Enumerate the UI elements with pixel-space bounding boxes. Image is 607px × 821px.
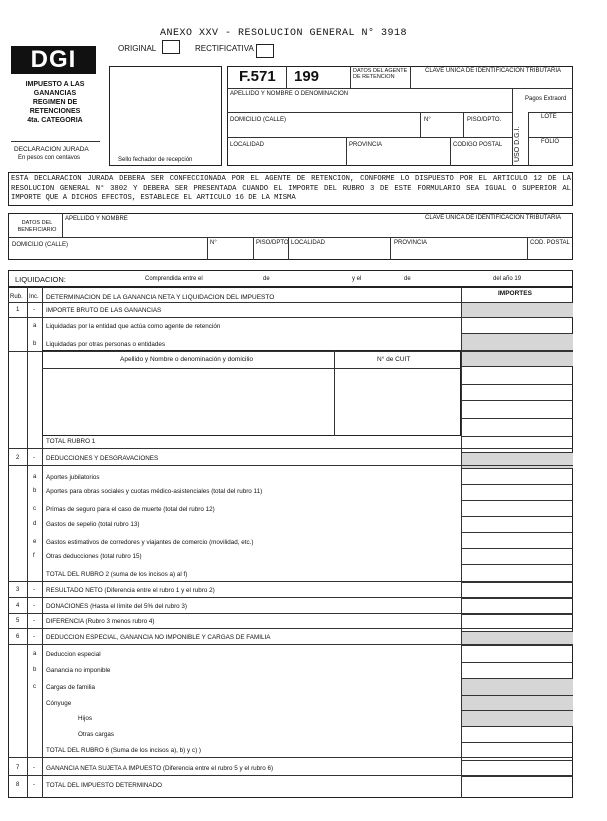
row-inc: - (33, 765, 35, 771)
agent-box (227, 66, 573, 166)
liquidacion-anio: del año 19 (493, 276, 522, 282)
table-row-label: RESULTADO NETO (Diferencia entre el rubro 1 y el rubro 2) (46, 587, 215, 594)
rectificativa-checkbox[interactable] (256, 44, 274, 58)
agent-domicilio-label: DOMICILIO (CALLE) (230, 117, 287, 123)
row-inc: c (33, 684, 36, 690)
form-code: F.571 (239, 68, 276, 85)
row-rub: 7 (16, 765, 20, 771)
importe-cell-line (461, 333, 573, 334)
agent-piso-label: PISO/DPTO. (467, 117, 502, 123)
row-inc: - (33, 634, 35, 640)
declaracion-label: DECLARACION JURADA (14, 146, 89, 153)
row-inc: - (33, 307, 35, 313)
importe-cell-line (461, 695, 573, 696)
sello-label: Sello fechador de recepción (118, 157, 193, 163)
row-divider (8, 465, 573, 466)
sub-apellido-header: Apellido y Nombre o denominación y domicilio (120, 356, 253, 363)
lote-label: LOTE (541, 114, 557, 120)
annex-title: ANEXO XXV - RESOLUCION GENERAL N° 3918 (160, 28, 408, 39)
importe-cell-line (461, 384, 573, 385)
row-inc: - (33, 587, 35, 593)
importe-cell-line (461, 500, 573, 501)
row-inc: - (33, 782, 35, 788)
table-row-label: Liquidadas por otras personas o entidades (46, 341, 166, 348)
row-inc: a (33, 323, 37, 329)
pesos-label: En pesos con centavos (18, 155, 81, 161)
importe-cell-line (461, 776, 573, 777)
table-row-label: Aportes para obras sociales y cuotas médico-asistenciales (total del rubro 11) (46, 488, 263, 495)
beneficiario-cuit-label: CLAVE UNICA DE IDENTIFICACION TRIBUTARIA (425, 215, 562, 221)
liquidacion-comprendida: Comprendida entre el (145, 276, 203, 282)
importe-cell-line (461, 726, 573, 727)
col-rub-header: Rub. (10, 294, 23, 300)
table-row-label: Otras cargas (78, 731, 115, 738)
beneficiario-apellido-label: APELLIDO Y NOMBRE (65, 216, 128, 222)
importe-cell-line (461, 516, 573, 517)
table-row-label: TOTAL DEL RUBRO 2 (suma de los incisos a) al f) (46, 571, 188, 578)
importe-cell-line (461, 678, 573, 679)
importe-cell-line (461, 760, 573, 761)
row-inc: - (33, 603, 35, 609)
table-row-label: Gastos de sepelio (total rubro 13) (46, 521, 140, 528)
importe-cell-line (461, 631, 573, 632)
importe-cell-line (461, 662, 573, 663)
importe-cell-line (461, 452, 573, 453)
importe-cell-line (461, 742, 573, 743)
beneficiario-localidad-label: LOCALIDAD (291, 240, 326, 246)
agent-cuit-label: CLAVE UNICA DE IDENTIFICACION TRIBUTARIA (425, 68, 562, 74)
row-rub: 6 (16, 634, 20, 640)
col-importes-header: IMPORTES (498, 290, 532, 297)
liquidacion-label: LIQUIDACION: (15, 275, 66, 284)
beneficiario-piso-label: PISO/DPTO (256, 240, 289, 246)
importe-cell-line (461, 350, 573, 351)
table-row-label: TOTAL DEL IMPUESTO DETERMINADO (46, 782, 163, 789)
importe-cell-line (461, 436, 573, 437)
row-inc: b (33, 488, 37, 494)
agent-localidad-label: LOCALIDAD (230, 142, 265, 148)
table-row-label: TOTAL RUBRO 1 (46, 438, 96, 445)
row-inc: a (33, 474, 37, 480)
table-row-label: TOTAL DEL RUBRO 6 (Suma de los incisos a), b) y c) ) (46, 747, 202, 754)
row-inc: c (33, 506, 36, 512)
row-rub: 1 (16, 307, 20, 313)
row-rub: 4 (16, 603, 20, 609)
liquidacion-y-el: y el (352, 276, 362, 282)
importe-cell-line (461, 614, 573, 615)
importe-cell-line (461, 484, 573, 485)
row-inc: a (33, 651, 37, 657)
importe-cell-line (461, 400, 573, 401)
row-inc: b (33, 341, 37, 347)
row-inc: d (33, 521, 37, 527)
beneficiario-datos-label: DATOS DEL BENEFICIARIO (17, 220, 57, 233)
liquidacion-de1: de (263, 276, 270, 282)
agent-cp-label: CODIGO POSTAL (453, 142, 503, 148)
row-rub: 5 (16, 618, 20, 624)
table-row-label: DIFERENCIA (Rubro 3 menos rubro 4) (46, 618, 155, 625)
table-row-label: Otras deducciones (total rubro 15) (46, 553, 142, 560)
beneficiario-numero-label: N° (210, 240, 217, 246)
col-title-header: DETERMINACION DE LA GANANCIA NETA Y LIQUIDACION DEL IMPUESTO (46, 294, 275, 301)
table-row-label: Liquidadas por la entidad que actúa como agente de retención (46, 323, 221, 330)
agent-numero-label: N° (424, 117, 431, 123)
beneficiario-domicilio-label: DOMICILIO (CALLE) (12, 242, 69, 248)
importe-cell-line (461, 582, 573, 583)
importe-cell-line (461, 598, 573, 599)
table-row-label: Cónyuge (46, 700, 72, 707)
importe-cell-line (461, 645, 573, 646)
row-rub: 3 (16, 587, 20, 593)
liquidacion-row (8, 270, 573, 287)
importe-cell-line (461, 418, 573, 419)
beneficiario-provincia-label: PROVINCIA (394, 240, 428, 246)
table-row-label: GANANCIA NETA SUJETA A IMPUESTO (Diferencia entre el rubro 5 y el rubro 6) (46, 765, 274, 772)
row-inc: e (33, 539, 37, 545)
form-number: 199 (294, 68, 320, 85)
table-row-label: Gastos estimativos de corredores y viajantes de comercio (movilidad, etc.) (46, 539, 254, 546)
sub-cuit-header: N° de CUIT (377, 356, 411, 363)
importe-cell-line (461, 564, 573, 565)
row-rub: 8 (16, 782, 20, 788)
table-row-label: Primas de seguro para el caso de muerte (total del rubro 12) (46, 506, 215, 513)
datos-agente-label: DATOS DEL AGENTE DE RETENCION (353, 68, 408, 80)
row-divider (8, 448, 573, 449)
row-divider (8, 628, 573, 629)
row-rub: 2 (16, 455, 20, 461)
importe-cell-line (461, 710, 573, 711)
agent-apellido-label: APELLIDO Y NOMBRE O DENOMINACION (230, 91, 349, 97)
row-inc: - (33, 455, 35, 461)
agent-provincia-label: PROVINCIA (349, 142, 383, 148)
table-row-label: Aportes jubilatorios (46, 474, 100, 481)
original-label: ORIGINAL (118, 44, 157, 53)
original-checkbox[interactable] (162, 40, 180, 54)
table-row-label: IMPORTE BRUTO DE LAS GANANCIAS (46, 307, 162, 314)
importe-cell-line (461, 317, 573, 318)
dgi-logo: DGI (11, 46, 96, 74)
table-row-label: Cargas de familia (46, 684, 95, 691)
table-row-label: DEDUCCION ESPECIAL, GANANCIA NO IMPONIBLE Y CARGAS DE FAMILIA (46, 634, 271, 641)
row-inc: b (33, 667, 37, 673)
importe-cell-line (461, 366, 573, 367)
row-inc: - (33, 618, 35, 624)
table-row-label: DEDUCCIONES Y DESGRAVACIONES (46, 455, 159, 462)
col-inc-header: Inc. (29, 294, 39, 300)
liquidacion-de2: de (404, 276, 411, 282)
table-row-label: DONACIONES (Hasta el límite del 5% del rubro 3) (46, 603, 188, 610)
uso-dgi-label: USO D.G.I. (514, 126, 521, 162)
importe-cell-line (461, 548, 573, 549)
table-row-label: Hijos (78, 715, 92, 722)
sello-box (109, 66, 222, 166)
importe-cell-line (461, 468, 573, 469)
folio-label: FOLIO (541, 139, 560, 145)
table-row-label: Deduccion especial (46, 651, 101, 658)
pagos-extraord-label: Pagos Extraord (525, 96, 567, 102)
row-divider (8, 757, 573, 758)
form-title: IMPUESTO A LAS GANANCIAS REGIMEN DE RETENCIONES 4ta. CATEGORIA (25, 81, 85, 124)
beneficiario-cp-label: COD. POSTAL (530, 240, 570, 246)
table-row-label: Ganancia no imponible (46, 667, 111, 674)
notice-text: ESTA DECLARACION JURADA DEBERA SER CONFECCIONADA POR EL AGENTE DE RETENCION, CONFORME LO DISPUESTO POR EL ARTICULO 12 DE LA RESOLUCION GENERAL N° 3802 Y DEBERA SER PRESENTADA CUANDO EL IMPORTE DEL RUBRO 3 DE ESTE FORMULARIO SEA IGUAL O SUPERIOR AL IMPORTE QUE A DICHOS EFECTOS, ESTABLECE EL ARTICULO 16 DE LA MISMA (11, 175, 571, 202)
importe-cell-line (461, 532, 573, 533)
rectificativa-label: RECTIFICATIVA (195, 44, 254, 53)
row-inc: f (33, 553, 35, 559)
